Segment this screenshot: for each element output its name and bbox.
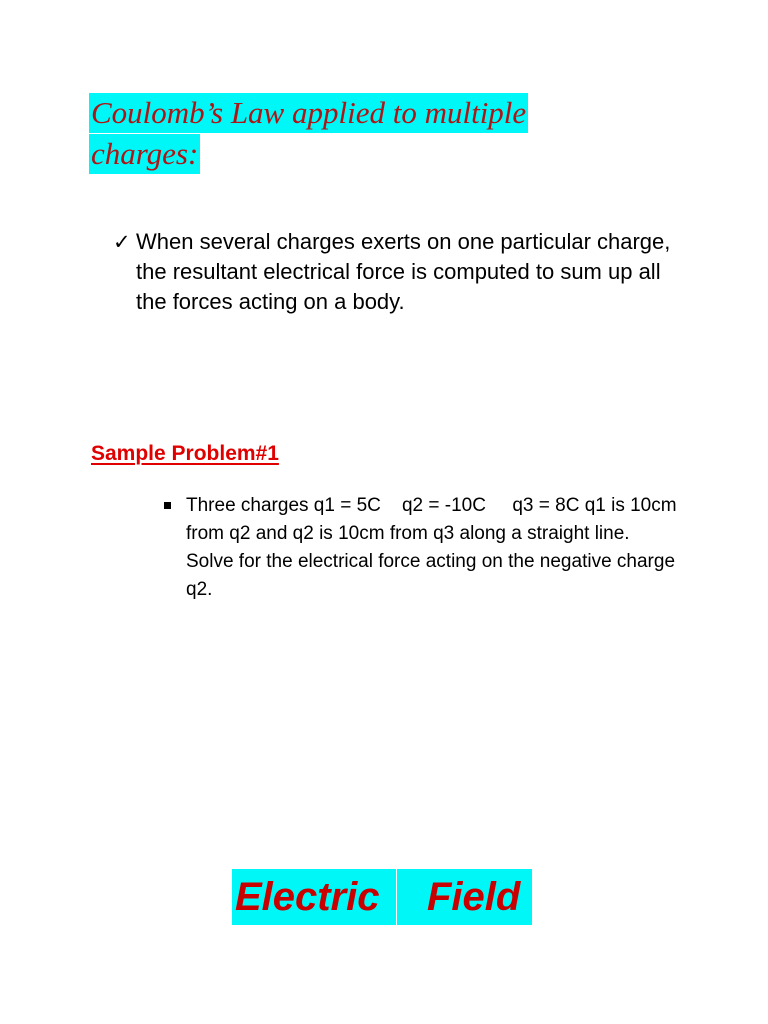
electric-word: Electric xyxy=(235,875,380,919)
problem-bullet-item xyxy=(162,492,682,604)
problem-text: Three charges q1 = 5C q2 = -10C q3 = 8C q1 is 10cm from q2 and q2 is 10cm from q3 along a straight line. Solve for the electrical force acting on the negative charge q2. xyxy=(186,495,682,600)
electric-field-heading-right xyxy=(397,869,532,925)
section-title xyxy=(89,92,569,174)
section-title-text: Coulomb’s Law applied to multiple charges: xyxy=(89,93,528,174)
checkmark-icon: ✓ xyxy=(113,230,131,254)
square-bullet-icon xyxy=(164,502,171,509)
electric-field-heading-left xyxy=(232,869,396,925)
field-word: Field xyxy=(427,875,521,919)
check-bullet-item xyxy=(113,227,693,317)
sample-problem-heading: Sample Problem#1 xyxy=(91,442,279,465)
bullet-text: When several charges exerts on one particular charge, the resultant electrical force is computed to sum up all the forces acting on a body. xyxy=(136,229,671,314)
